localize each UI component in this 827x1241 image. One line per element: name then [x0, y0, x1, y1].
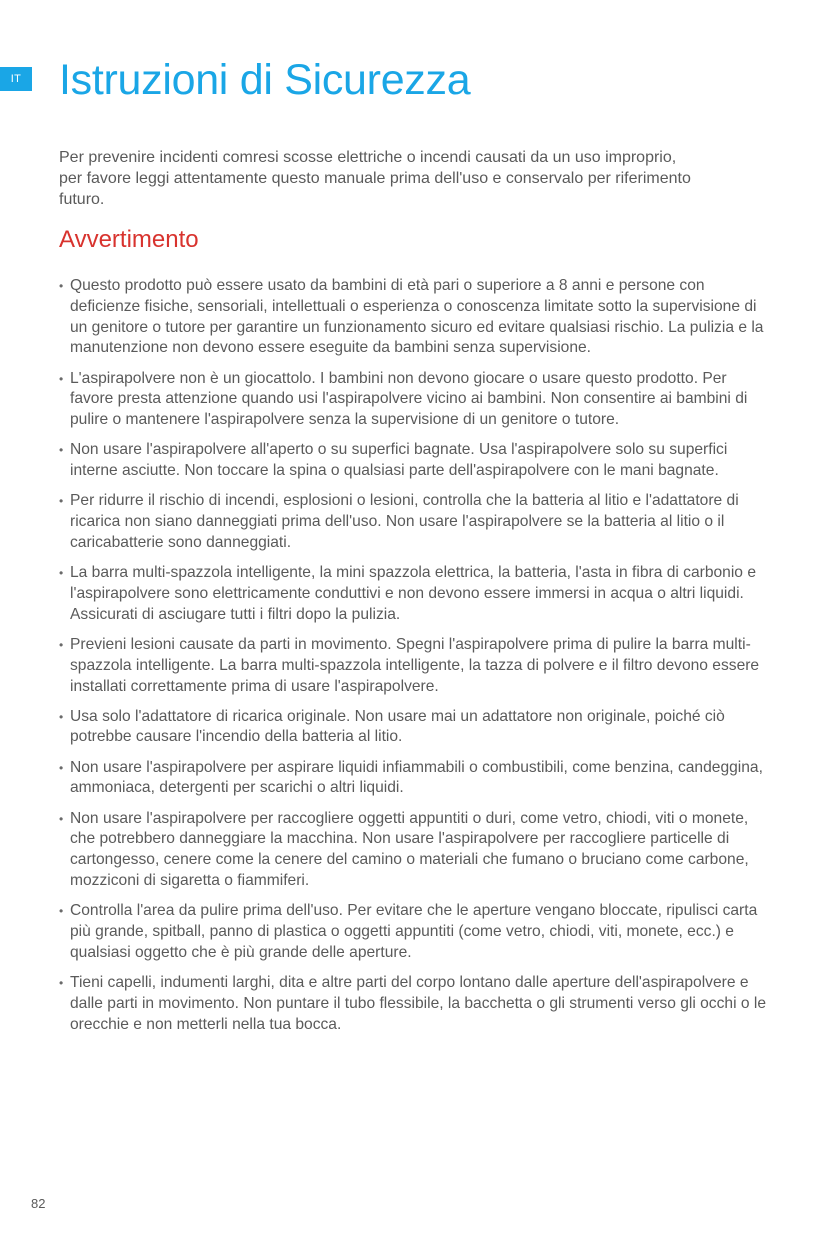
warning-item: • Previeni lesioni causate da parti in movimento. Spegni l'aspirapolvere prima di pulire la barra multi-spazzola intelligente. La barra multi-spazzola intelligente, la tazza di polvere e il filtro devono essere installati correttamente prima di usare l'aspirapolvere.: [59, 635, 771, 697]
warning-list: [59, 276, 771, 1045]
warning-item: • Non usare l'aspirapolvere per raccogliere oggetti appuntiti o duri, come vetro, chiodi, viti o monete, che potrebbero danneggiare la macchina. Non usare l'aspirapolvere per raccogliere particelle di cartongesso, cenere come la cenere del camino o materiali che fumano o bruciano come carbone, mozziconi di sigaretta o fiammiferi.: [59, 809, 771, 892]
page-title: Istruzioni di Sicurezza: [59, 56, 471, 104]
page-number: 82: [31, 1196, 46, 1211]
warning-item: • Tieni capelli, indumenti larghi, dita e altre parti del corpo lontano dalle aperture dell'aspirapolvere e dalle parti in movimento. Non puntare il tubo flessibile, la bacchetta o gli strumenti verso gli occhi o le orecchie e non metterli nella tua bocca.: [59, 973, 771, 1035]
language-tab: IT: [0, 67, 32, 91]
warning-item: • Controlla l'area da pulire prima dell'uso. Per evitare che le aperture vengano bloccate, ripulisci carta più grande, spitball, panno di plastica o oggetti appuntiti (come vetro, chiodi, viti, monete, ecc.) e qualsiasi oggetto che è più grande delle aperture.: [59, 901, 771, 963]
warning-item: • Usa solo l'adattatore di ricarica originale. Non usare mai un adattatore non originale, poiché ciò potrebbe causare l'incendio della batteria al litio.: [59, 707, 771, 749]
warning-heading: Avvertimento: [59, 226, 199, 253]
intro-paragraph: Per prevenire incidenti comresi scosse elettriche o incendi causati da un uso improprio, per favore leggi attentamente questo manuale prima dell'uso e conservalo per riferimento futuro.: [59, 149, 691, 208]
warning-item: • Non usare l'aspirapolvere all'aperto o su superfici bagnate. Usa l'aspirapolvere solo su superfici interne asciutte. Non toccare la spina o qualsiasi parte dell'aspirapolvere con le mani bagnate.: [59, 440, 771, 482]
warning-item: • La barra multi-spazzola intelligente, la mini spazzola elettrica, la batteria, l'asta in fibra di carbonio e l'aspirapolvere sono elettricamente conduttivi e non devono essere immersi in acqua o altri liquidi. Assicurati di asciugare tutti i filtri dopo la pulizia.: [59, 563, 771, 625]
warning-item: • Per ridurre il rischio di incendi, esplosioni o lesioni, controlla che la batteria al litio e l'adattatore di ricarica non siano danneggiati prima dell'uso. Non usare l'aspirapolvere se la batteria al litio o il caricabatterie sono danneggiati.: [59, 491, 771, 553]
warning-item: • Questo prodotto può essere usato da bambini di età pari o superiore a 8 anni e persone con deficienze fisiche, sensoriali, intellettuali o esperienza o conoscenza limitate sotto la supervisione di un genitore o tutore per garantire un funzionamento sicuro ed evitare qualsiasi rischio. La pulizia e la manutenzione non devono essere eseguite da bambini senza supervisione.: [59, 276, 771, 359]
warning-item: • Non usare l'aspirapolvere per aspirare liquidi infiammabili o combustibili, come benzina, candeggina, ammoniaca, detergenti per scarichi o altri liquidi.: [59, 758, 771, 800]
warning-item: • L'aspirapolvere non è un giocattolo. I bambini non devono giocare o usare questo prodotto. Per favore presta attenzione quando usi l'aspirapolvere vicino ai bambini. Non consentire ai bambini di pulire o mantenere l'aspirapolvere senza la supervisione di un genitore o tutore.: [59, 369, 771, 431]
